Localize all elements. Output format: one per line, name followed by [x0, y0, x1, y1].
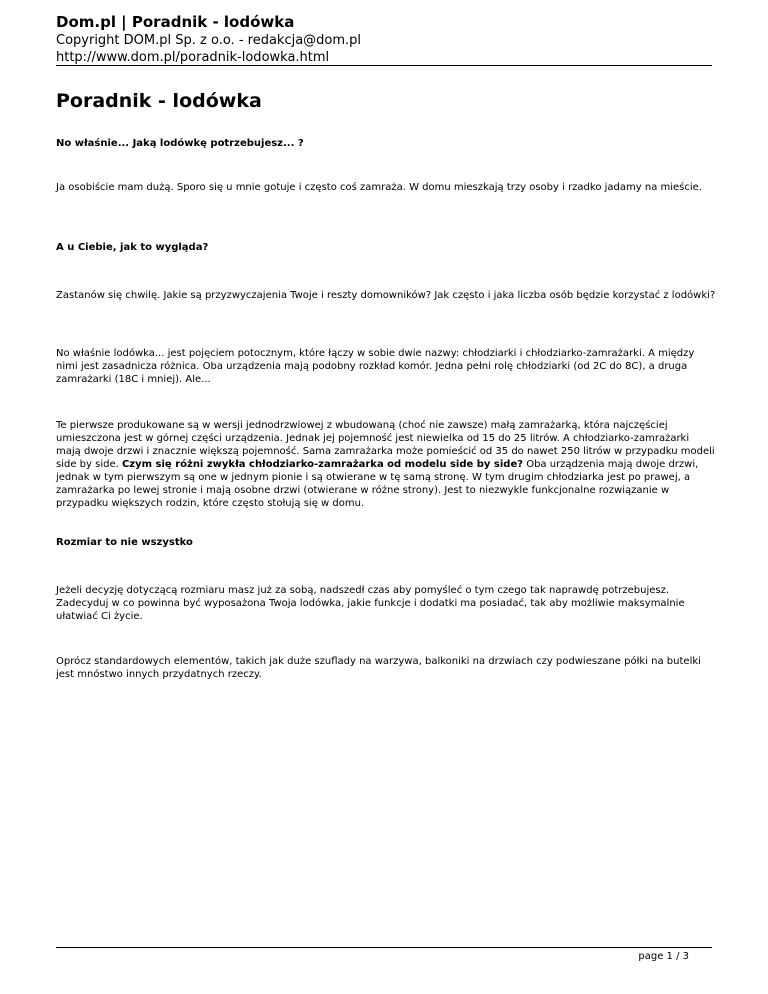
paragraph-definition: No właśnie lodówka... jest pojęciem potocznym, które łączy w sobie dwie nazwy: chłodziarki i chłodziarko-zamrażarki. A między nimi jest zasadnicza różnica. Oba urządzenia mają podobny rozkład komór. Jedna pełni rolę chłodziarki (od 2C do 8C), a druga zamrażarki (18C i mniej). Ale...	[56, 348, 695, 385]
document-header	[56, 12, 712, 66]
paragraph-extras: Oprócz standardowych elementów, takich jak duże szuflady na warzywa, balkoniki na drzwiach czy podwieszane półki na butelki jest mnóstwo innych przydatnych rzeczy.	[56, 656, 701, 680]
paragraph-types-part1: Te pierwsze produkowane są w wersji jednodrzwiowej z wbudowaną (choć nie zawsze) małą zamrażarką, która najczęściej umieszczona jest w górnej części urządzenia. Jednak jej pojemność jest niewielka od 15 do 25 litrów. A chłodziarko-zamrażarki mają dwoje drzwi i znacznie większą pojemność. Sama zamrażarka może pomieścić od 35 do nawet 250 litrów w przypadku modeli side by side.	[56, 420, 715, 470]
page-title: Poradnik - lodówka	[56, 90, 262, 112]
paragraph-types-part2: Oba urządzenia mają dwoje drzwi, jednak w tym pierwszym są one w jednym pionie i są otwierane w tę samą stronę. W tym drugim chłodziarka jest po prawej, a zamrażarka po lewej stronie i mają osobne drzwi (otwierane w różne strony). Jest to niezwykle funkcjonalne rozwiązanie w przypadku większych rodzin, które często stołują się w domu.	[56, 459, 699, 509]
page-url: http://www.dom.pl/poradnik-lodowka.html	[56, 50, 330, 65]
paragraph-think: Zastanów się chwilę. Jakie są przyzwyczajenia Twoje i reszty domowników? Jak często i jaka liczba osób będzie korzystać z lodówki?	[56, 290, 716, 301]
footer-divider	[56, 947, 712, 948]
paragraph-types-bold-question: Czym się różni zwykła chłodziarko-zamrażarka od modelu side by side?	[121, 459, 524, 470]
page-number: page 1 / 3	[638, 951, 689, 962]
section-heading-how-you: A u Ciebie, jak to wygląda?	[56, 242, 209, 253]
copyright-line: Copyright DOM.pl Sp. z o.o. - redakcja@dom.pl	[56, 33, 362, 48]
paragraph-intro: Ja osobiście mam dużą. Sporo się u mnie gotuje i często coś zamraża. W domu mieszkają trzy osoby i rzadko jadamy na mieście.	[56, 182, 702, 193]
section-heading-question: No właśnie... Jaką lodówkę potrzebujesz... ?	[56, 138, 304, 149]
paragraph-decision: Jeżeli decyzję dotyczącą rozmiaru masz już za sobą, nadszedł czas aby pomyśleć o tym czego tak naprawdę potrzebujesz. Zadecyduj w co powinna być wyposażona Twoja lodówka, jakie funkcje i dodatki ma posiadać, tak aby możliwie maksymalnie ułatwiać Ci życie.	[56, 585, 685, 622]
paragraph-types	[56, 419, 716, 510]
section-heading-size: Rozmiar to nie wszystko	[56, 537, 193, 548]
site-title: Dom.pl | Poradnik - lodówka	[56, 13, 295, 31]
header-divider	[56, 65, 712, 66]
